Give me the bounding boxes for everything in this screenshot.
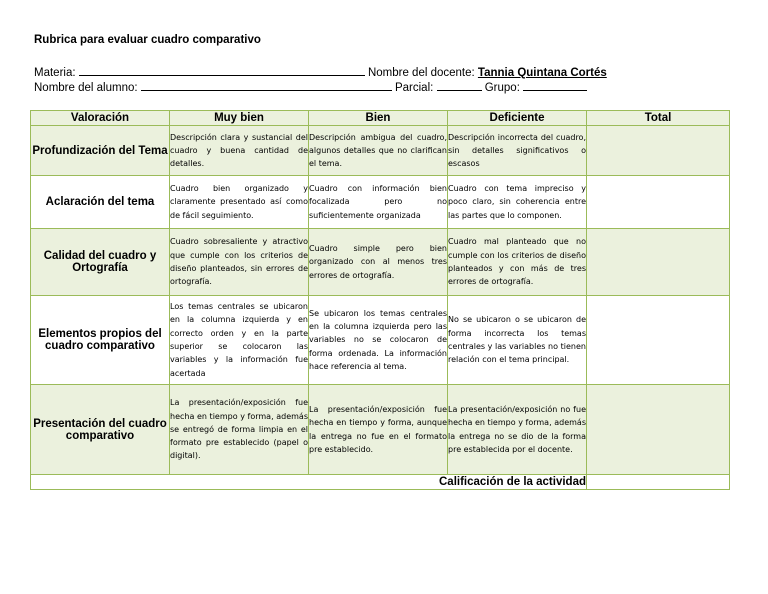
total-cell[interactable] <box>587 296 730 385</box>
table-row <box>31 126 730 176</box>
muy-bien-cell: Cuadro sobresaliente y atractivo que cumple con los criterios de diseño planteados, sin errores de ortografía. <box>170 229 309 296</box>
deficiente-cell: No se ubicaron o se ubicaron de forma incorrecta los temas centrales y las variables no tienen relación con el tema principal. <box>448 296 587 385</box>
deficiente-cell: La presentación/exposición no fue hecha en tiempo y forma, además la entrega no se dio de la forma pre establecida por el docente. <box>448 385 587 475</box>
table-row <box>31 385 730 475</box>
alumno-blank <box>141 80 392 91</box>
document-title: Rubrica para evaluar cuadro comparativo <box>34 34 261 46</box>
alumno-line <box>34 80 587 94</box>
final-grade-cell[interactable] <box>587 475 730 490</box>
materia-blank <box>79 65 365 76</box>
total-cell[interactable] <box>587 229 730 296</box>
footer-label: Calificación de la actividad <box>31 475 587 490</box>
bien-cell: Cuadro simple pero bien organizado con al menos tres errores de ortografía. <box>309 229 448 296</box>
grupo-label: Grupo: <box>484 82 520 94</box>
parcial-label: Parcial: <box>394 82 434 94</box>
deficiente-cell: Cuadro con tema impreciso y poco claro, sin coherencia entre las partes que lo componen. <box>448 176 587 229</box>
criterion-cell: Elementos propios del cuadro comparativo <box>31 296 170 385</box>
alumno-label: Nombre del alumno: <box>34 82 138 94</box>
materia-line <box>34 65 607 79</box>
footer-row <box>31 475 730 490</box>
table-row <box>31 229 730 296</box>
criterion-cell: Aclaración del tema <box>31 176 170 229</box>
table-row <box>31 176 730 229</box>
bien-cell: Descripción ambigua del cuadro, algunos detalles que no clarifican el tema. <box>309 126 448 176</box>
muy-bien-cell: Descripción clara y sustancial del cuadro y buena cantidad de detalles. <box>170 126 309 176</box>
deficiente-cell: Cuadro mal planteado que no cumple con los criterios de diseño planteados y con más de tres errores de ortografía. <box>448 229 587 296</box>
bien-cell: Se ubicaron los temas centrales en la columna izquierda pero las variables no se colocaron de forma ordenada. La información hace referencia al tema. <box>309 296 448 385</box>
materia-label: Materia: <box>34 67 76 79</box>
header-valoracion: Valoración <box>31 111 170 126</box>
criterion-cell: Profundización del Tema <box>31 126 170 176</box>
parcial-blank <box>437 80 482 91</box>
header-bien: Bien <box>309 111 448 126</box>
bien-cell: La presentación/exposición fue hecha en tiempo y forma, aunque la entrega no fue en el formato pre establecido. <box>309 385 448 475</box>
grupo-blank <box>523 80 587 91</box>
docente-name: Tannia Quintana Cortés <box>477 67 607 79</box>
table-row <box>31 296 730 385</box>
bien-cell: Cuadro con información bien focalizada pero no suficientemente organizada <box>309 176 448 229</box>
header-muy-bien: Muy bien <box>170 111 309 126</box>
muy-bien-cell: Cuadro bien organizado y claramente presentado así como de fácil seguimiento. <box>170 176 309 229</box>
header-row <box>31 111 730 126</box>
deficiente-cell: Descripción incorrecta del cuadro, sin detalles significativos o escasos <box>448 126 587 176</box>
docente-label: Nombre del docente: <box>367 67 475 79</box>
header-deficiente: Deficiente <box>448 111 587 126</box>
total-cell[interactable] <box>587 176 730 229</box>
header-total: Total <box>587 111 730 126</box>
muy-bien-cell: La presentación/exposición fue hecha en tiempo y forma, además se entregó de forma limpia en el formato pre establecido (papel o digital). <box>170 385 309 475</box>
total-cell[interactable] <box>587 126 730 176</box>
criterion-cell: Calidad del cuadro y Ortografía <box>31 229 170 296</box>
total-cell[interactable] <box>587 385 730 475</box>
rubric-table <box>30 110 730 490</box>
muy-bien-cell: Los temas centrales se ubicaron en la columna izquierda y en correcto orden y en la parte superior se colocaron las variables y la información fue acertada <box>170 296 309 385</box>
criterion-cell: Presentación del cuadro comparativo <box>31 385 170 475</box>
